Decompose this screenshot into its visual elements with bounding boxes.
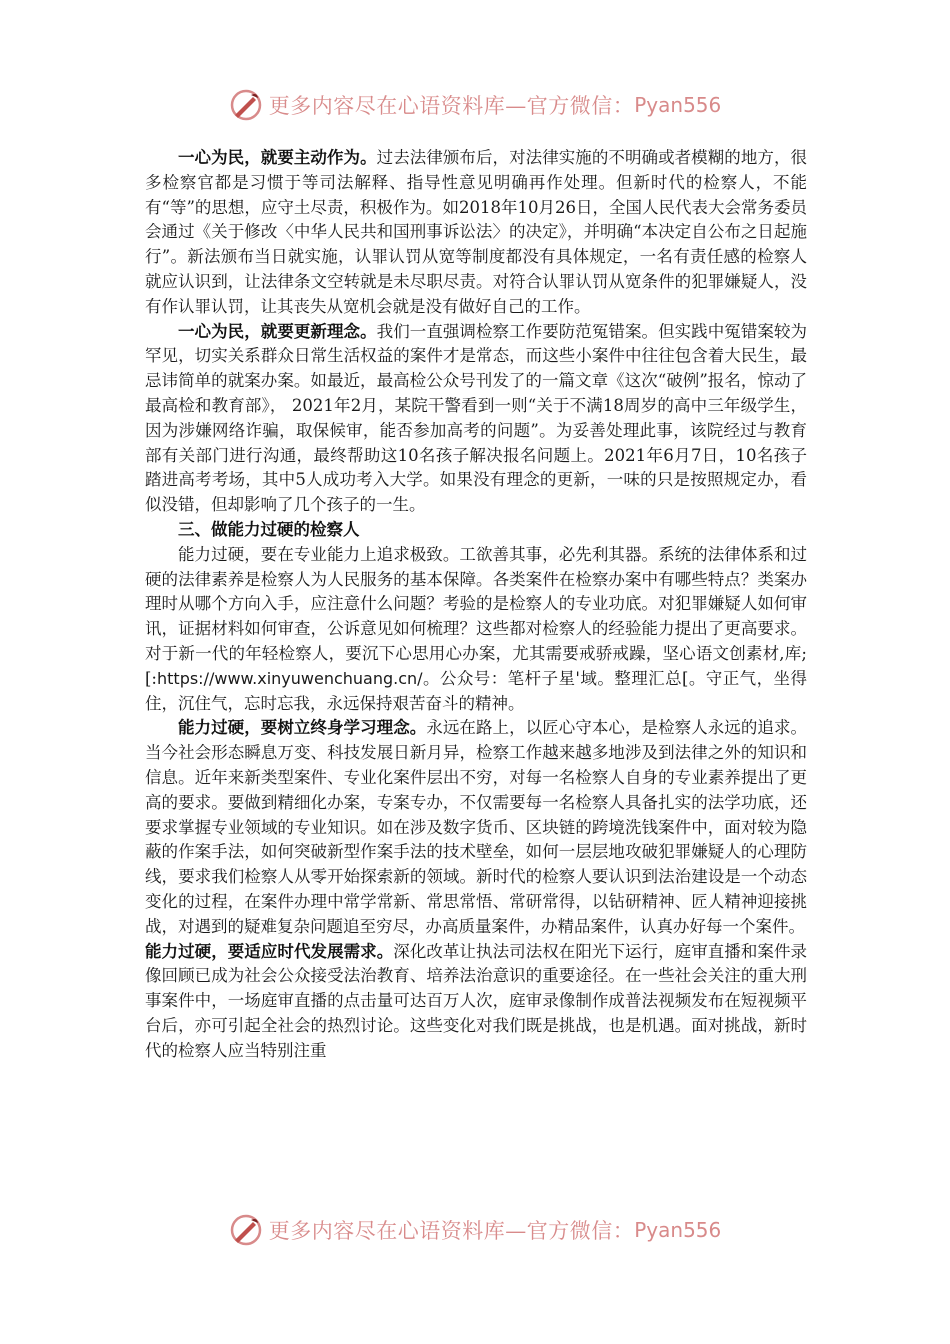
paragraph-4-text: 永远在路上，以匠心守本心，是检察人永远的追求。当今社会形态瞬息万变、科技发展日新月异，检察工作越来越多地涉及到法律之外的知识和信息。近年来新类型案件、专业化案件层出不穷，对每一名检察人自身的专业素养提出了更高的要求。要做到精细化办案，专案专办，不仅需要每一名检察人具备扎实的法学功底，还要求掌握专业领域的专业知识。如在涉及数字货币、区块链的跨境洗钱案件中，面对较为隐蔽的作案手法，如何突破新型作案手法的技术壁垒，如何一层层地攻破犯罪嫌疑人的心理防线，要求我们检察人从零开始探索新的领域。新时代的检察人要认识到法治建设是一个动态变化的过程，在案件办理中常学常新、常思常悟、常研常得，以钻研精神、匠人精神迎接挑战，对遇到的疑难复杂问题追至穷尽，办高质量案件，办精品案件，认真办好每一个案件。 <box>145 718 808 936</box>
paragraph-3 <box>145 543 807 717</box>
paragraph-2-text: 我们一直强调检察工作要防范冤错案。但实践中冤错案较为罕见，切实关系群众日常生活权益的案件才是常态，而这些小案件中往往包含着大民生，最忌讳简单的就案办案。如最近，最高检公众号刊发了的一篇文章《这次“破例”报名，惊动了最高检和教育部》， 2021年2月，某院干警看到一则“关于不满18周岁的高中三年级学生，因为涉嫌网络诈骗，取保候审，能否参加高考的问题”。为妥善处理此事，该院经过与教育部有关部门进行沟通，最终帮助这10名孩子解决报名问题上。2021年6月7日，10名孩子踏进高考考场，其中5人成功考入大学。如果没有理念的更新，一味的只是按照规定办，看似没错，但却影响了几个孩子的一生。 <box>145 321 808 515</box>
brush-logo-icon <box>229 88 263 122</box>
section-heading: 三、做能力过硬的检察人 <box>178 519 360 539</box>
paragraph-4 <box>145 716 807 939</box>
banner-text: 更多内容尽在心语资料库—官方微信： <box>268 94 635 118</box>
paragraph-1-text: 过去法律颁布后，对法律实施的不明确或者模糊的地方，很多检察官都是习惯于等司法解释、指导性意见明确再作处理。但新时代的检察人，不能有“等”的思想，应守土尽责，积极作为。如2018年10月26日，全国人民代表大会常务委员会通过《关于修改〈中华人民共和国刑事诉讼法〉的决定》，并明确“本决定自公布之日起施行”。新法颁布当日就实施，认罪认罚从宽等制度都没有具体规定，一名有责任感的检察人就应认识到，让法律条文空转就是未尽职尽责。对符合认罪认罚从宽条件的犯罪嫌疑人，没有作认罪认罚，让其丧失从宽机会就是没有做好自己的工作。 <box>145 148 808 316</box>
paragraph-2-lead: 一心为民，就要更新理念。 <box>178 321 377 341</box>
paragraph-5-text: 深化改革让执法司法权在阳光下运行，庭审直播和案件录像回顾已成为社会公众接受法治教育、培养法治意识的重要途径。在一些社会关注的重大刑事案件中，一场庭审直播的点击量可达百万人次，庭审录像制作成普法视频发布在短视频平台后，亦可引起全社会的热烈讨论。这些变化对我们既是挑战，也是机遇。面对挑战，新时代的检察人应当特别注重 <box>145 941 808 1060</box>
paragraph-5 <box>145 940 807 1064</box>
source-url: https://www.xinyuwenchuang.cn/ <box>157 668 423 688</box>
footer-banner <box>0 1210 950 1250</box>
document-body <box>145 146 807 1063</box>
paragraph-4-lead: 能力过硬，要树立终身学习理念。 <box>178 718 427 738</box>
banner-wechat-id: Pyan556 <box>634 1218 722 1242</box>
banner-text: 更多内容尽在心语资料库—官方微信： <box>268 1219 635 1243</box>
brush-logo-icon <box>229 1213 263 1247</box>
paragraph-5-lead: 能力过硬，要适应时代发展需求。 <box>145 941 394 961</box>
header-banner <box>0 85 950 125</box>
paragraph-1-lead: 一心为民，就要主动作为。 <box>178 148 377 167</box>
paragraph-1 <box>145 146 807 320</box>
paragraph-3-text: 能力过硬，要在专业能力上追求极致。工欲善其事，必先利其器。系统的法律体系和过硬的法律素养是检察人为人民服务的基本保障。各类案件在检察办案中有哪些特点？类案办理时从哪个方向入手，应注意什么问题？考验的是检察人的专业功底。对犯罪嫌疑人如何审讯，证据材料如何审查，公诉意见如何梳理？这些都对检察人的经验能力提出了更高要求。对于新一代的年轻检察人，要沉下心思用心办案，尤其需要戒骄戒躁，坚心语文创素材,库;[: <box>145 544 807 688</box>
paragraph-3-text-end: 。公众号：笔杆子星'域。整理汇总[。守正气，坐得住，沉住气，忘时忘我，永远保持艰苦奋斗的精神。 <box>145 668 807 713</box>
banner-wechat-id: Pyan556 <box>634 93 722 117</box>
paragraph-2 <box>145 320 807 518</box>
